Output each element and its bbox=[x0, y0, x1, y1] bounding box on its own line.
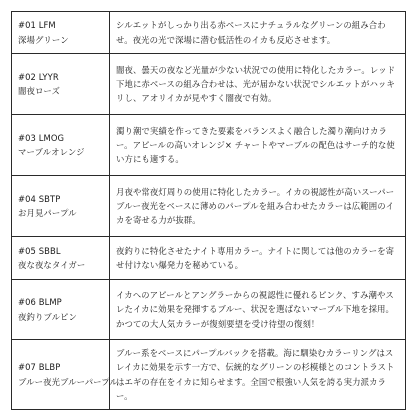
table-row bbox=[12, 237, 406, 280]
color-name: ブルー夜光ブルーパープル bbox=[18, 376, 118, 387]
code-cell bbox=[12, 12, 110, 54]
color-table bbox=[11, 11, 406, 410]
description-cell bbox=[110, 54, 406, 115]
color-description: 月夜や常夜灯周りの使用に特化したカラー。イカの視認性が高いスーパーブルー夜光をベースに薄めのパープルを組み合わせたカラーは広範囲のイカを寄せる力が抜群。 bbox=[116, 186, 395, 226]
code-cell bbox=[12, 115, 110, 176]
color-code: #06 BLMP bbox=[18, 297, 62, 308]
color-description: ブルー系をベースにパープルバックを搭載。海に馴染むカラーリングはスレイカに効果を示す一方で、伝統的なグリーンの杉模様とのコントラストはエギの存在をイカに知らせます。全国で根強い人気を誇る実力派カラー。 bbox=[116, 348, 395, 401]
color-description: イカへのアピールとアングラーからの視認性に優れるピンク、すみ潮やスレたイカに効果を発揮するブルー、状況を選ばないマーブル下地を採用。かつての大人気カラーが復刻要望を受け待望の復刻！ bbox=[116, 290, 394, 329]
table-row bbox=[12, 176, 406, 237]
color-description: 濁り潮で実績を作ってきた要素をバランスよく融合した濁り潮向けカラー。アピールの高いオレンジ× チャートやマーブルの配色はサーチ的な使い方にも適する。 bbox=[116, 125, 395, 165]
color-code: #02 LYYR bbox=[18, 71, 59, 82]
color-description: 夜釣りに特化させたナイト専用カラー。ナイトに関しては他のカラーを寄せ付けない爆発力を秘めている。 bbox=[116, 245, 395, 270]
color-name: 闇夜ローズ bbox=[18, 86, 60, 96]
table-row bbox=[12, 115, 406, 176]
color-description: 闇夜、曇天の夜など光量が少ない状況での使用に特化したカラー。レッド下地に赤ベースの組み合わせは、光が届かない状況でシルエットがハッキリし、アオリイカが見やすく闇夜で有効。 bbox=[116, 64, 396, 104]
table-row bbox=[12, 280, 406, 340]
color-code: #01 LFM bbox=[18, 20, 56, 31]
table-row bbox=[12, 340, 406, 410]
code-cell bbox=[12, 280, 110, 340]
color-name: お月見パープル bbox=[18, 208, 77, 218]
color-code: #07 BLBP bbox=[18, 362, 61, 373]
description-cell bbox=[110, 280, 406, 340]
color-code: #03 LMOG bbox=[18, 132, 65, 143]
description-cell bbox=[110, 237, 406, 280]
table-row bbox=[12, 54, 406, 115]
color-description: シルエットがしっかり出る赤ベースにナチュラルなグリーンの組み合わせ。夜光の光で深場に潜む低活性のイカも反応させます。 bbox=[116, 20, 386, 45]
color-name: 夜釣りブルピン bbox=[18, 311, 77, 322]
code-cell bbox=[12, 176, 110, 237]
color-name: 夜な夜なタイガー bbox=[18, 260, 86, 270]
code-cell bbox=[12, 237, 110, 280]
color-name: 深場グリーン bbox=[18, 34, 69, 45]
description-cell bbox=[110, 340, 406, 410]
description-cell bbox=[110, 115, 406, 176]
description-cell bbox=[110, 12, 406, 54]
color-name: マーブルオレンジ bbox=[18, 147, 85, 157]
table-row bbox=[12, 12, 406, 54]
code-cell bbox=[12, 340, 118, 410]
code-cell bbox=[12, 54, 110, 115]
color-code: #04 SBTP bbox=[18, 193, 61, 204]
color-code: #05 SBBL bbox=[18, 245, 61, 256]
description-cell bbox=[110, 176, 406, 237]
